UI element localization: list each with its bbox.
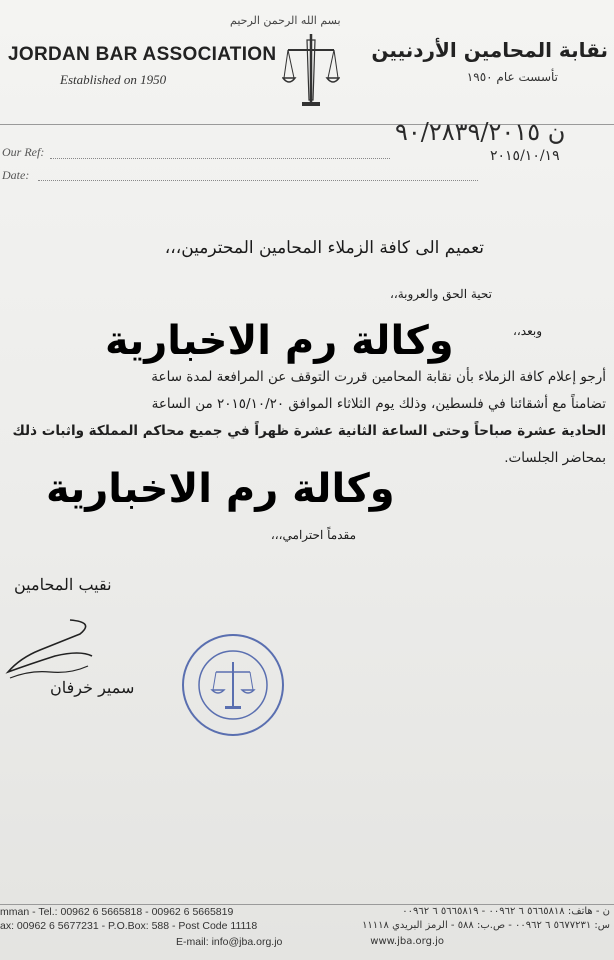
ref-label: Our Ref:	[2, 145, 45, 159]
signer-title: نقيب المحامين	[14, 575, 112, 594]
body-line: أرجو إعلام كافة الزملاء بأن نقابة المحامين قررت التوقف عن المرافعة لمدة ساعة	[151, 369, 606, 385]
date-label: Date:	[2, 168, 30, 182]
body-line: الحادية عشرة صباحاً وحتى الساعة الثانية عشرة ظهراً في جميع محاكم المملكة واثبات ذلك	[12, 423, 606, 439]
salutation: تعميم الى كافة الزملاء المحامين المحترمين،،،	[164, 238, 484, 258]
org-name-ar: نقابة المحامين الأردنيين	[371, 38, 608, 62]
ref-dotted-line	[50, 158, 390, 159]
news-watermark: وكالة رم الاخبارية	[105, 318, 454, 364]
body-line: بمحاضر الجلسات.	[504, 450, 606, 466]
footer-phone-en: mman - Tel.: 00962 6 5665818 - 00962 6 5665819	[0, 906, 234, 918]
date-dotted-line	[38, 180, 478, 181]
official-seal-icon	[180, 632, 286, 738]
established-en: Established on 1950	[60, 72, 167, 87]
footer-divider	[0, 904, 614, 905]
letter-date: ٢٠١٥/١٠/١٩	[490, 148, 560, 164]
org-name-en: JORDAN BAR ASSOCIATION	[8, 44, 277, 65]
footer-website: www.jba.org.jo	[370, 936, 444, 947]
basmala: بسم الله الرحمن الرحيم	[230, 14, 341, 27]
footer-phone-ar: ن - هاتف: ٥٦٦٥٨١٨ ٦ ٠٠٩٦٢ - ٥٦٦٥٨١٩ ٦ ٠٠٩٦٢	[402, 906, 610, 917]
footer-fax-en: ax: 00962 6 5677231 - P.O.Box: 588 - Post Code 11118	[0, 920, 258, 932]
greeting: تحية الحق والعروبة،،	[389, 287, 492, 301]
letter-body	[6, 364, 606, 472]
body-line: تضامناً مع أشقائنا في فلسطين، وذلك يوم الثلاثاء الموافق ٢٠١٥/١٠/٢٠ من الساعة	[151, 396, 606, 412]
established-ar: تأسست عام ١٩٥٠	[466, 70, 558, 84]
scales-of-justice-icon	[282, 30, 340, 110]
signer-name: سمير خرفان	[50, 678, 135, 697]
footer-email: E-mail: info@jba.org.jo	[176, 936, 283, 948]
news-watermark: وكالة رم الاخبارية	[46, 466, 395, 512]
opening: وبعد،،	[513, 324, 542, 338]
closing: مقدماً احترامي،،،	[270, 528, 356, 542]
reference-number: ن ٩٠/٢٨٣٩/٢٠١٥	[395, 118, 566, 146]
footer-fax-ar: س: ٥٦٧٧٢٣١ ٦ ٠٠٩٦٢ - ص.ب: ٥٨٨ - الرمز البريدي ١١١١٨	[362, 920, 610, 931]
